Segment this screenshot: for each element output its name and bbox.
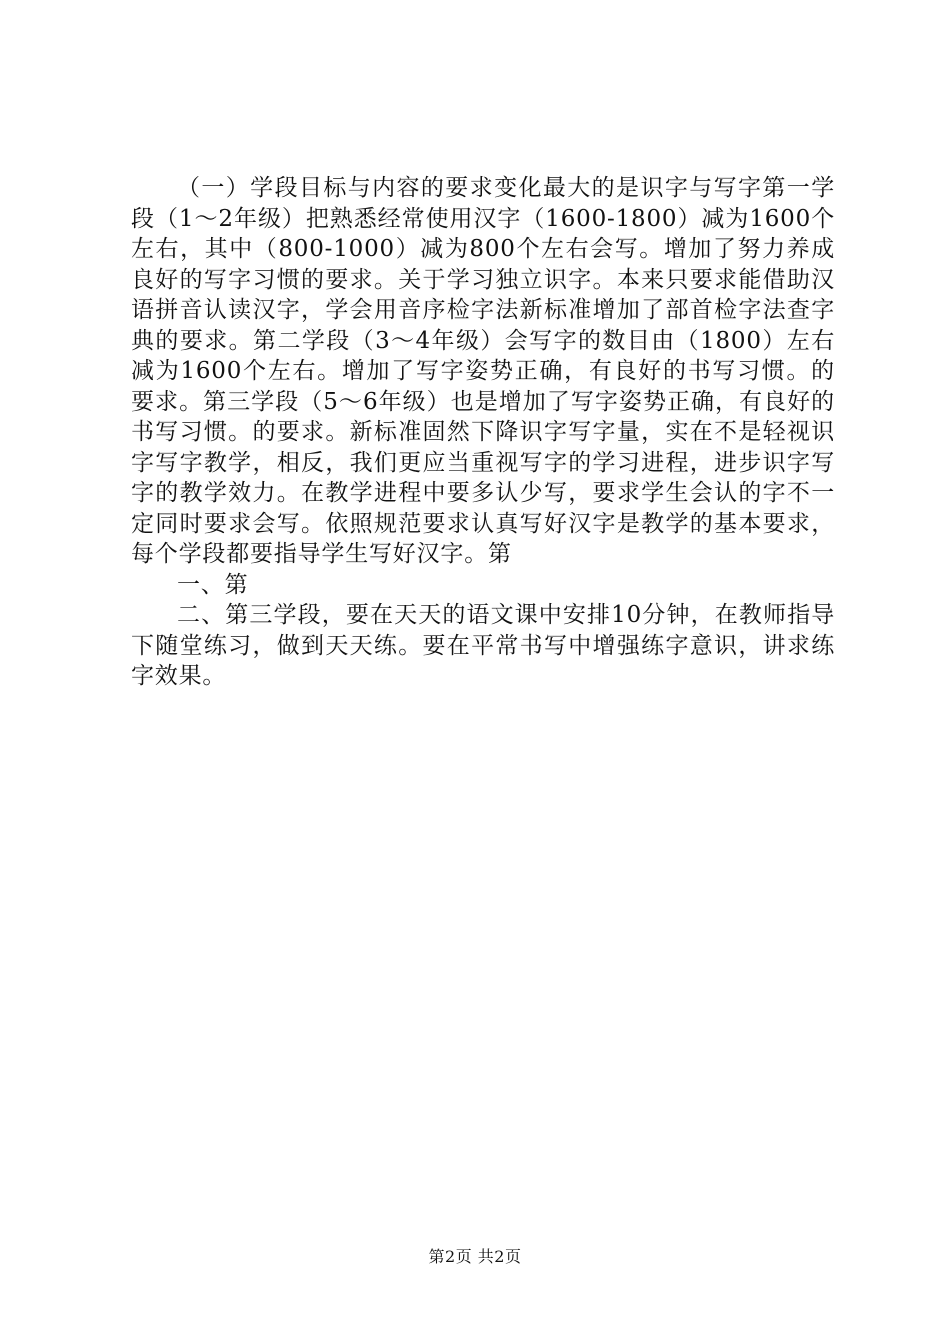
- paragraph-literacy-goals: （一）学段目标与内容的要求变化最大的是识字与写字第一学段（1～2年级）把熟悉经常使用汉字（1600-1800）减为1600个左右，其中（800-1000）减为800个左右会写。增加了努力养成良好的写字习惯的要求。关于学习独立识字。本来只要求能借助汉语拼音认读汉字，学会用音序检字法新标准增加了部首检字法查字典的要求。第二学段（3～4年级）会写字的数目由（1800）左右减为1600个左右。增加了写字姿势正确，有良好的书写习惯。的要求。第三学段（5～6年级）也是增加了写字姿势正确，有良好的书写习惯。的要求。新标准固然下降识字写字量，实在不是轻视识字写字教学，相反，我们更应当重视写字的学习进程，进步识字写字的教学效力。在教学进程中要多认少写，要求学生会认的字不一定同时要求会写。依照规范要求认真写好汉字是教学的基本要求，每个学段都要指导学生写好汉字。第: [131, 175, 835, 567]
- paragraph-item-two: 二、第三学段，要在天天的语文课中安排10分钟，在教师指导下随堂练习，做到天天练。要在平常书写中增强练字意识，讲求练字效果。: [131, 602, 835, 689]
- page-number-footer: 第2页 共2页: [428, 1247, 522, 1266]
- paragraph-item-one: 一、第: [177, 571, 249, 598]
- document-body: [131, 173, 835, 692]
